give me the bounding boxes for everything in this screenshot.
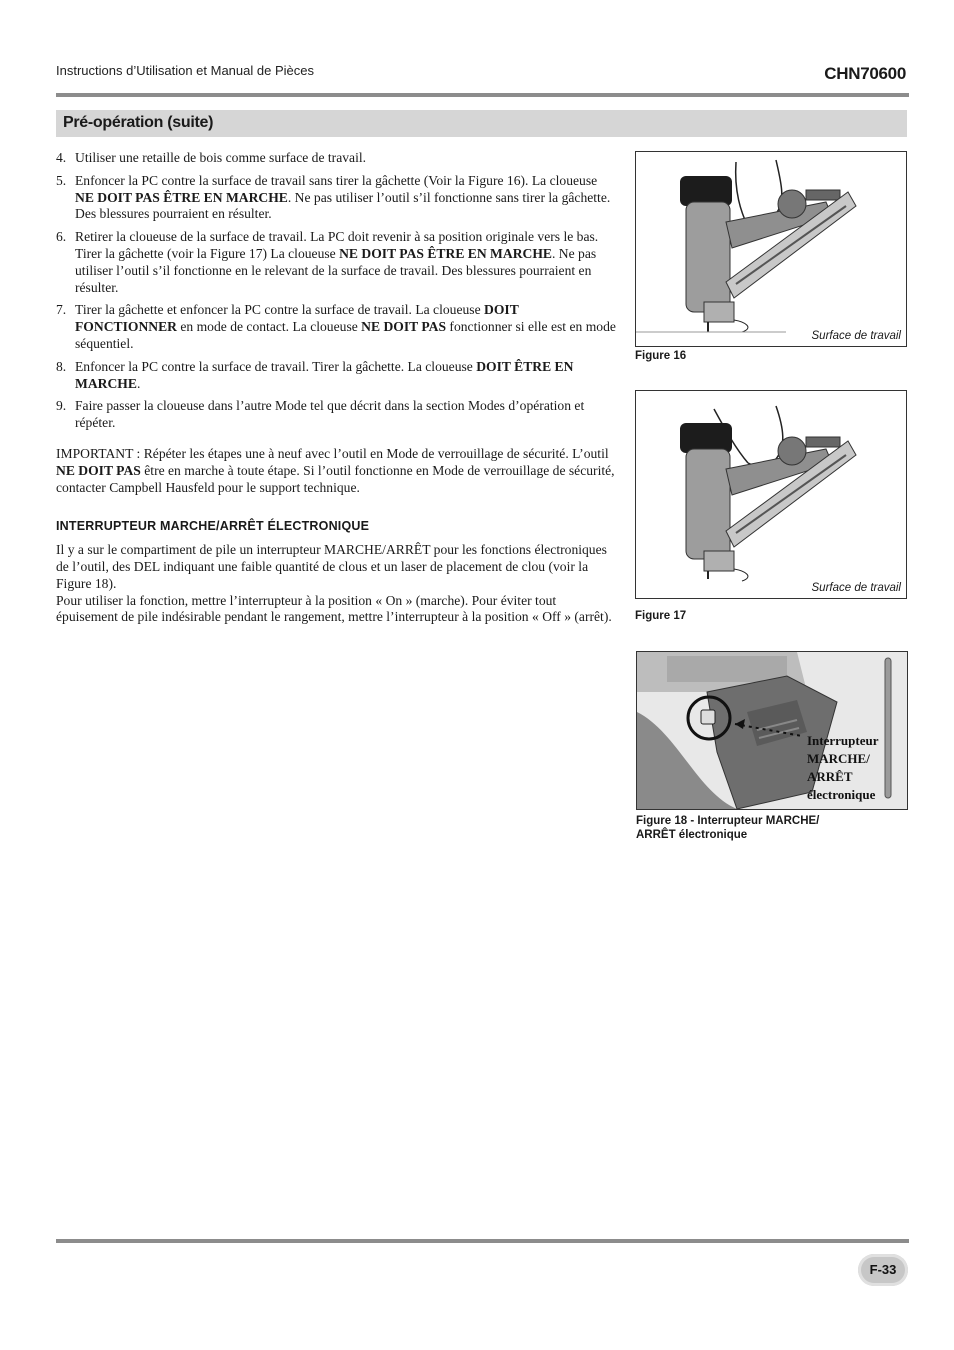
important-note [56,446,618,496]
step-item [56,302,618,352]
figure-16-image [635,151,907,347]
nailer-illustration-icon [636,391,906,598]
header-rule [56,93,909,97]
callout-line: électronique [807,787,876,802]
body-text: Enfoncer la PC contre la surface de travail sans tirer la gâchette (Voir la Figure 16). La cloueuse [75,172,598,188]
page-number: F-33 [869,1262,897,1277]
body-text: . [136,375,141,391]
step-number: 4. [56,150,67,165]
step-item [56,398,618,432]
emphasis-text: DOIT ÊTRE EN MARCHE [75,358,574,391]
figure-18-caption-line: Figure 18 - Interrupteur MARCHE/ [636,815,820,827]
step-text [75,229,598,294]
figure-17-caption: Figure 17 [635,610,687,622]
step-text [75,150,366,165]
body-text: en mode de contact. La cloueuse [176,319,362,335]
step-item [56,229,618,296]
body-text: . Ne pas utiliser l’outil s’il fonctionne en le relevant de la surface de travail. Des blessures pourraient en résulter. [75,245,597,295]
page-number-badge [858,1254,908,1286]
body-text: Tirer la gâchette et enfoncer la PC contre la surface de travail. La cloueuse [75,302,485,318]
section-title: Pré-opération (suite) [63,114,214,131]
figure-17-image [635,390,907,599]
switch-callout [807,732,907,804]
step-text [75,173,610,222]
step-number: 5. [56,172,67,188]
step-item [56,359,618,393]
step-number: 7. [56,302,67,318]
nailer-illustration-icon [636,152,906,346]
figure-16-label: Surface de travail [811,330,901,342]
switch-paragraph-1: Il y a sur le compartiment de pile un interrupteur MARCHE/ARRÊT pour les fonctions électroniques de l’outil, des DEL indiquant une faible quantité de clous et un laser de placement de clou (voir la Figure 18). [56,542,607,591]
step-item [56,173,618,223]
callout-line: ARRÊT [807,769,853,784]
figure-18-caption [636,814,819,842]
figure-17-label: Surface de travail [811,582,901,594]
body-text: être en marche à toute étape. Si l’outil fonctionne en Mode de verrouillage de sécurité, contacter Campbell Hausfeld pour le support technique. [56,462,615,495]
step-text [75,359,573,391]
step-text [75,398,584,430]
emphasis-text: NE DOIT PAS ÊTRE EN MARCHE [75,189,288,205]
section-band [56,110,907,137]
figure-18-image [636,651,908,810]
figure-18-caption-line: ARRÊT électronique [636,829,748,841]
body-text: Utiliser une retaille de bois comme surface de travail. [75,150,367,165]
steps-list [56,150,618,432]
emphasis-text: NE DOIT PAS [56,462,141,478]
model-number: CHN70600 [824,64,906,83]
step-text [75,302,616,351]
body-text: Enfoncer la PC contre la surface de travail. Tirer la gâchette. La cloueuse [75,358,477,374]
emphasis-text: NE DOIT PAS ÊTRE EN MARCHE [339,245,552,261]
switch-paragraph-2: Pour utiliser la fonction, mettre l’interrupteur à la position « On » (marche). Pour éviter tout épuisement de pile indésirable pendant le rangement, mettre l’interrupteur à la position « Off » (arrêt). [56,592,612,625]
emphasis-text: DOIT FONCTIONNER [75,302,519,335]
body-text: . Ne pas utiliser l’outil s’il fonctionne sans tirer la gâchette. Des blessures pourraient en résulter. [75,189,611,222]
body-text: IMPORTANT : Répéter les étapes une à neuf avec l’outil en Mode de verrouillage de sécurité. L’outil [56,445,609,461]
step-item [56,150,618,167]
footer-rule [56,1239,909,1243]
body-text: fonctionner si elle est en mode séquentiel. [75,319,616,351]
step-number: 6. [56,229,67,245]
switch-heading: INTERRUPTEUR MARCHE/ARRÊT ÉLECTRONIQUE [56,519,370,534]
figure-16-caption: Figure 16 [635,350,687,362]
callout-line: Interrupteur [807,733,879,748]
body-text: Retirer la cloueuse de la surface de travail. La PC doit revenir à sa position originale vers le bas. Tirer la gâchette (voir la Figure 17) La cloueuse [75,229,599,261]
step-number: 9. [56,398,67,414]
body-text: Faire passer la cloueuse dans l’autre Mode tel que décrit dans la section Modes d’opération et répéter. [75,398,585,431]
emphasis-text: NE DOIT PAS [361,319,447,335]
main-text-column [56,150,618,626]
step-number: 8. [56,358,67,374]
callout-line: MARCHE/ [807,751,870,766]
document-title: Instructions d’Utilisation et Manual de Pièces [56,63,314,78]
